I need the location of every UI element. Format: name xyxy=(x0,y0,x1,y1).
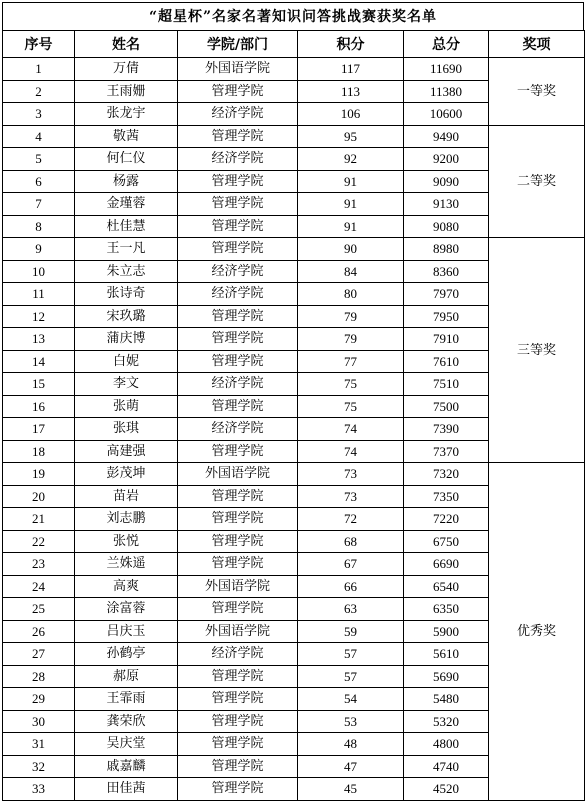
cell-name: 白妮 xyxy=(75,350,178,373)
cell-seq: 33 xyxy=(3,778,75,801)
cell-school: 管理学院 xyxy=(178,710,298,733)
cell-name: 兰姝遥 xyxy=(75,553,178,576)
cell-name: 苗岩 xyxy=(75,485,178,508)
cell-seq: 30 xyxy=(3,710,75,733)
cell-total: 7350 xyxy=(404,485,489,508)
cell-seq: 8 xyxy=(3,215,75,238)
cell-seq: 22 xyxy=(3,530,75,553)
cell-score: 48 xyxy=(298,733,404,756)
cell-total: 7610 xyxy=(404,350,489,373)
cell-total: 5320 xyxy=(404,710,489,733)
cell-school: 管理学院 xyxy=(178,778,298,801)
cell-score: 45 xyxy=(298,778,404,801)
cell-seq: 1 xyxy=(3,58,75,81)
cell-name: 郝原 xyxy=(75,665,178,688)
cell-seq: 9 xyxy=(3,238,75,261)
cell-score: 106 xyxy=(298,103,404,126)
cell-name: 张龙宇 xyxy=(75,103,178,126)
cell-name: 蒲庆博 xyxy=(75,328,178,351)
award-list-sheet xyxy=(2,2,584,800)
cell-total: 7500 xyxy=(404,395,489,418)
cell-total: 7510 xyxy=(404,373,489,396)
cell-name: 龚荣欣 xyxy=(75,710,178,733)
cell-total: 7910 xyxy=(404,328,489,351)
cell-school: 管理学院 xyxy=(178,328,298,351)
cell-name: 张悦 xyxy=(75,530,178,553)
cell-seq: 5 xyxy=(3,148,75,171)
cell-school: 管理学院 xyxy=(178,215,298,238)
award-table xyxy=(2,30,585,801)
cell-total: 7970 xyxy=(404,283,489,306)
cell-seq: 13 xyxy=(3,328,75,351)
cell-name: 戚嘉麟 xyxy=(75,755,178,778)
cell-school: 管理学院 xyxy=(178,485,298,508)
cell-school: 经济学院 xyxy=(178,643,298,666)
cell-seq: 29 xyxy=(3,688,75,711)
cell-school: 管理学院 xyxy=(178,305,298,328)
cell-total: 6690 xyxy=(404,553,489,576)
cell-seq: 15 xyxy=(3,373,75,396)
cell-score: 63 xyxy=(298,598,404,621)
cell-total: 5690 xyxy=(404,665,489,688)
cell-name: 张萌 xyxy=(75,395,178,418)
cell-score: 68 xyxy=(298,530,404,553)
cell-name: 高爽 xyxy=(75,575,178,598)
cell-name: 涂富蓉 xyxy=(75,598,178,621)
cell-name: 何仁仪 xyxy=(75,148,178,171)
cell-award: 三等奖 xyxy=(489,238,585,463)
cell-total: 8980 xyxy=(404,238,489,261)
cell-total: 9080 xyxy=(404,215,489,238)
cell-score: 92 xyxy=(298,148,404,171)
cell-name: 孙鹤亭 xyxy=(75,643,178,666)
cell-school: 经济学院 xyxy=(178,373,298,396)
cell-seq: 26 xyxy=(3,620,75,643)
header-school: 学院/部门 xyxy=(178,31,298,58)
table-row xyxy=(3,125,585,148)
cell-name: 宋玖璐 xyxy=(75,305,178,328)
cell-seq: 3 xyxy=(3,103,75,126)
cell-score: 72 xyxy=(298,508,404,531)
cell-score: 77 xyxy=(298,350,404,373)
cell-name: 刘志鹏 xyxy=(75,508,178,531)
cell-total: 6750 xyxy=(404,530,489,553)
table-row xyxy=(3,238,585,261)
cell-seq: 12 xyxy=(3,305,75,328)
cell-total: 9130 xyxy=(404,193,489,216)
cell-name: 高建强 xyxy=(75,440,178,463)
cell-school: 管理学院 xyxy=(178,755,298,778)
cell-total: 7320 xyxy=(404,463,489,486)
cell-seq: 10 xyxy=(3,260,75,283)
cell-award: 二等奖 xyxy=(489,125,585,238)
cell-score: 80 xyxy=(298,283,404,306)
header-seq: 序号 xyxy=(3,31,75,58)
cell-name: 万倩 xyxy=(75,58,178,81)
cell-score: 91 xyxy=(298,215,404,238)
cell-school: 管理学院 xyxy=(178,170,298,193)
cell-school: 经济学院 xyxy=(178,283,298,306)
table-row xyxy=(3,58,585,81)
cell-seq: 25 xyxy=(3,598,75,621)
table-body xyxy=(3,58,585,801)
cell-score: 90 xyxy=(298,238,404,261)
cell-seq: 17 xyxy=(3,418,75,441)
cell-score: 84 xyxy=(298,260,404,283)
cell-name: 张诗奇 xyxy=(75,283,178,306)
cell-name: 张琪 xyxy=(75,418,178,441)
cell-score: 66 xyxy=(298,575,404,598)
cell-name: 杜佳慧 xyxy=(75,215,178,238)
cell-score: 67 xyxy=(298,553,404,576)
cell-total: 9490 xyxy=(404,125,489,148)
cell-score: 53 xyxy=(298,710,404,733)
cell-total: 5900 xyxy=(404,620,489,643)
cell-school: 管理学院 xyxy=(178,440,298,463)
cell-score: 91 xyxy=(298,193,404,216)
page-title: “超星杯”名家名著知识问答挑战赛获奖名单 xyxy=(2,2,584,30)
cell-school: 管理学院 xyxy=(178,733,298,756)
cell-score: 95 xyxy=(298,125,404,148)
table-row xyxy=(3,463,585,486)
cell-school: 管理学院 xyxy=(178,80,298,103)
cell-total: 8360 xyxy=(404,260,489,283)
cell-total: 6350 xyxy=(404,598,489,621)
cell-score: 113 xyxy=(298,80,404,103)
cell-seq: 7 xyxy=(3,193,75,216)
cell-school: 外国语学院 xyxy=(178,463,298,486)
cell-seq: 6 xyxy=(3,170,75,193)
cell-score: 73 xyxy=(298,463,404,486)
cell-total: 7390 xyxy=(404,418,489,441)
cell-name: 田佳茜 xyxy=(75,778,178,801)
cell-score: 117 xyxy=(298,58,404,81)
cell-name: 王一凡 xyxy=(75,238,178,261)
cell-school: 外国语学院 xyxy=(178,575,298,598)
cell-total: 9200 xyxy=(404,148,489,171)
cell-school: 管理学院 xyxy=(178,688,298,711)
cell-name: 李文 xyxy=(75,373,178,396)
cell-seq: 4 xyxy=(3,125,75,148)
cell-score: 79 xyxy=(298,328,404,351)
cell-score: 91 xyxy=(298,170,404,193)
cell-total: 5480 xyxy=(404,688,489,711)
cell-score: 74 xyxy=(298,440,404,463)
cell-score: 57 xyxy=(298,643,404,666)
cell-total: 7220 xyxy=(404,508,489,531)
cell-school: 管理学院 xyxy=(178,508,298,531)
cell-name: 吕庆玉 xyxy=(75,620,178,643)
cell-school: 管理学院 xyxy=(178,350,298,373)
cell-school: 管理学院 xyxy=(178,530,298,553)
cell-name: 吴庆堂 xyxy=(75,733,178,756)
cell-seq: 24 xyxy=(3,575,75,598)
table-header-row xyxy=(3,31,585,58)
cell-score: 73 xyxy=(298,485,404,508)
cell-score: 47 xyxy=(298,755,404,778)
cell-seq: 18 xyxy=(3,440,75,463)
cell-seq: 21 xyxy=(3,508,75,531)
cell-school: 管理学院 xyxy=(178,598,298,621)
cell-school: 管理学院 xyxy=(178,238,298,261)
cell-seq: 19 xyxy=(3,463,75,486)
cell-total: 5610 xyxy=(404,643,489,666)
header-score: 积分 xyxy=(298,31,404,58)
cell-name: 杨露 xyxy=(75,170,178,193)
cell-total: 9090 xyxy=(404,170,489,193)
cell-school: 外国语学院 xyxy=(178,58,298,81)
cell-school: 管理学院 xyxy=(178,665,298,688)
header-name: 姓名 xyxy=(75,31,178,58)
cell-seq: 11 xyxy=(3,283,75,306)
cell-total: 10600 xyxy=(404,103,489,126)
cell-total: 7370 xyxy=(404,440,489,463)
cell-seq: 2 xyxy=(3,80,75,103)
cell-school: 管理学院 xyxy=(178,193,298,216)
cell-seq: 32 xyxy=(3,755,75,778)
cell-school: 管理学院 xyxy=(178,125,298,148)
header-award: 奖项 xyxy=(489,31,585,58)
cell-school: 管理学院 xyxy=(178,395,298,418)
cell-school: 经济学院 xyxy=(178,103,298,126)
cell-total: 6540 xyxy=(404,575,489,598)
cell-seq: 27 xyxy=(3,643,75,666)
cell-name: 彭茂坤 xyxy=(75,463,178,486)
cell-name: 朱立志 xyxy=(75,260,178,283)
cell-seq: 20 xyxy=(3,485,75,508)
cell-total: 11690 xyxy=(404,58,489,81)
header-total: 总分 xyxy=(404,31,489,58)
cell-name: 敬茜 xyxy=(75,125,178,148)
cell-score: 75 xyxy=(298,395,404,418)
cell-school: 经济学院 xyxy=(178,418,298,441)
cell-total: 11380 xyxy=(404,80,489,103)
cell-school: 经济学院 xyxy=(178,148,298,171)
cell-score: 57 xyxy=(298,665,404,688)
cell-school: 外国语学院 xyxy=(178,620,298,643)
cell-seq: 31 xyxy=(3,733,75,756)
cell-school: 经济学院 xyxy=(178,260,298,283)
cell-school: 管理学院 xyxy=(178,553,298,576)
cell-total: 4520 xyxy=(404,778,489,801)
cell-total: 4740 xyxy=(404,755,489,778)
cell-total: 7950 xyxy=(404,305,489,328)
cell-score: 75 xyxy=(298,373,404,396)
cell-seq: 16 xyxy=(3,395,75,418)
cell-name: 王雨姗 xyxy=(75,80,178,103)
cell-name: 金瑾蓉 xyxy=(75,193,178,216)
cell-score: 79 xyxy=(298,305,404,328)
cell-score: 74 xyxy=(298,418,404,441)
cell-score: 59 xyxy=(298,620,404,643)
cell-award: 优秀奖 xyxy=(489,463,585,801)
cell-score: 54 xyxy=(298,688,404,711)
cell-total: 4800 xyxy=(404,733,489,756)
cell-seq: 28 xyxy=(3,665,75,688)
cell-seq: 14 xyxy=(3,350,75,373)
cell-name: 王霏雨 xyxy=(75,688,178,711)
cell-seq: 23 xyxy=(3,553,75,576)
cell-award: 一等奖 xyxy=(489,58,585,126)
